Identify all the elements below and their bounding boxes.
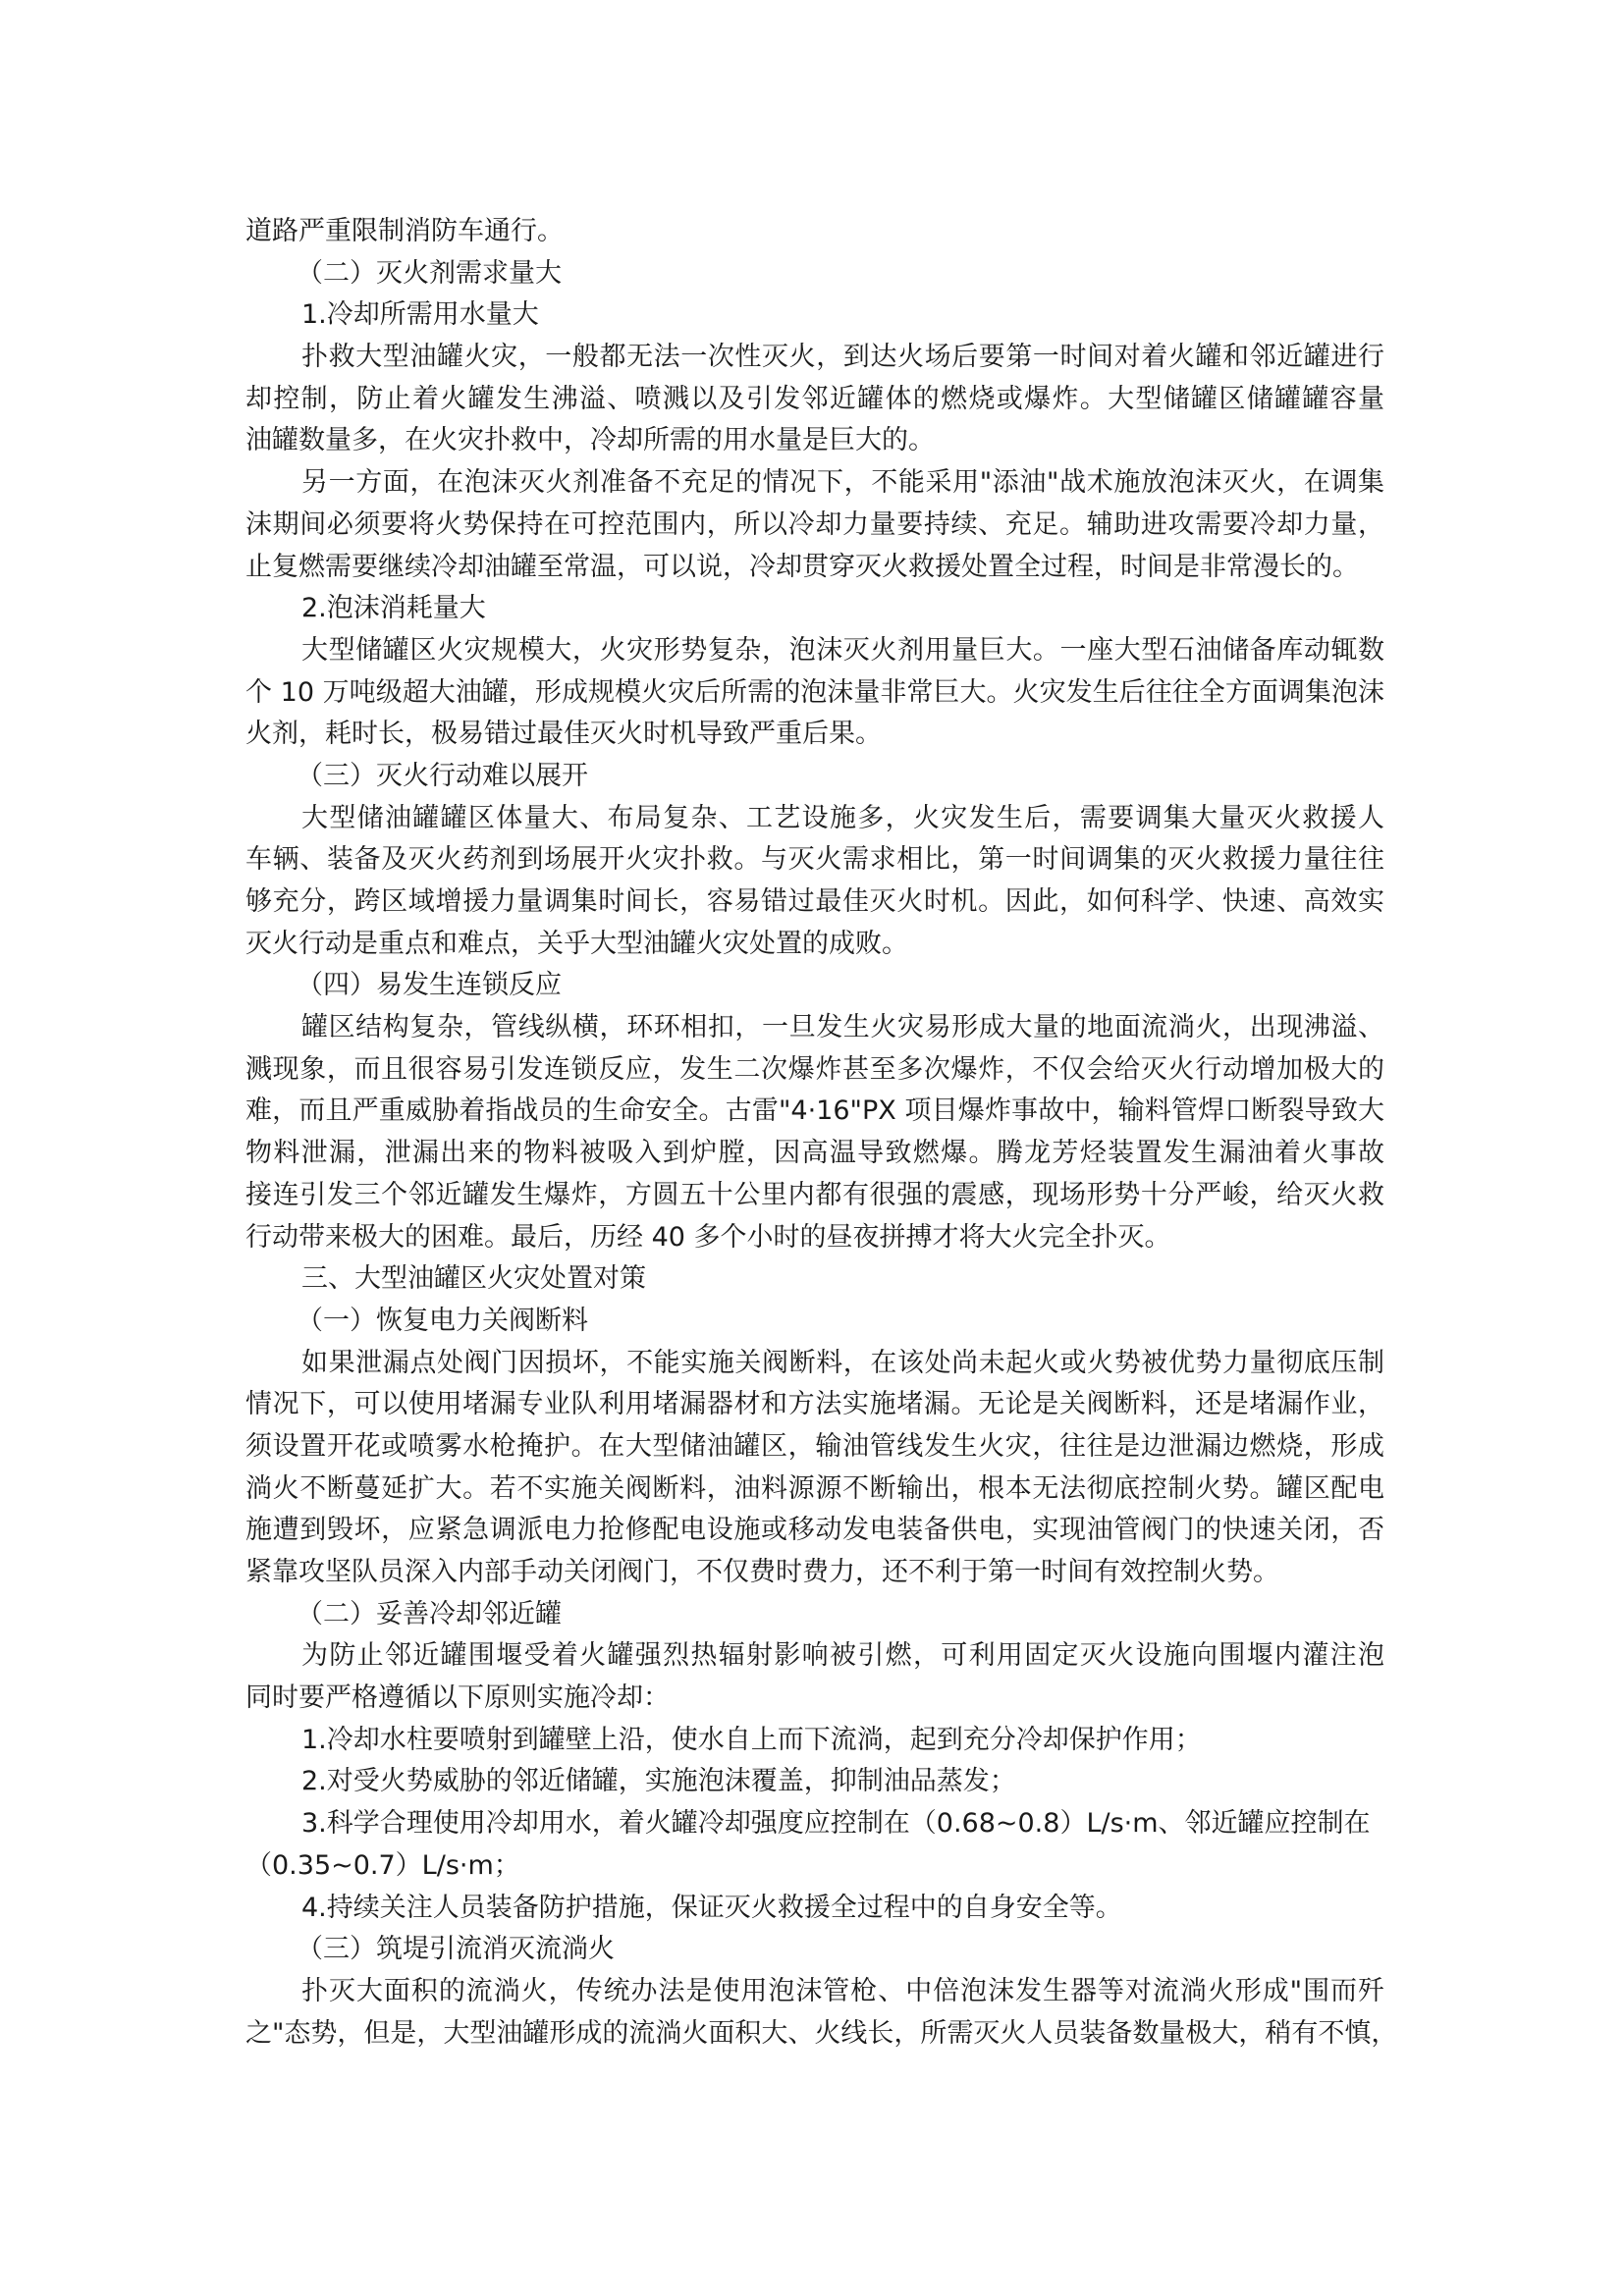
text-line: 紧靠攻坚队员深入内部手动关闭阀门，不仅费时费力，还不利于第一时间有效控制火势。 (245, 1557, 1279, 1587)
section-heading: 1.冷却所需用水量大 (301, 299, 539, 331)
section-heading: 2.泡沫消耗量大 (301, 593, 486, 624)
text-line: 罐区结构复杂，管线纵横，环环相扣，一旦发生火灾易形成大量的地面流淌火，出现沸溢、 (301, 1012, 1384, 1043)
text-line: 施遭到毁坏，应紧急调派电力抢修配电设施或移动发电装备供电，实现油管阀门的快速关闭，否 (245, 1515, 1384, 1546)
text-line: 难，而且严重威胁着指战员的生命安全。古雷"4·16"PX 项目爆炸事故中，输料管焊口断裂导致大 (245, 1095, 1384, 1127)
paragraph-section (245, 1258, 1384, 1301)
section-heading: （三）筑堤引流消灭流淌火 (297, 1934, 615, 1965)
text-line: 1.冷却水柱要喷射到罐壁上沿，使水自上而下流淌，起到充分冷却保护作用； (301, 1724, 1202, 1755)
paragraph-heading (245, 965, 1384, 1007)
text-line: 另一方面，在泡沫灭火剂准备不充足的情况下，不能采用"添油"战术施放泡沫灭火，在调集 (301, 467, 1384, 499)
text-line: 之"态势，但是，大型油罐形成的流淌火面积大、火线长，所需灭火人员装备数量极大，稍有不慎， (245, 2017, 1398, 2049)
text-line: 情况下，可以使用堵漏专业队利用堵漏器材和方法实施堵漏。无论是关阀断料，还是堵漏作业， (245, 1389, 1384, 1420)
text-line: （0.35~0.7）L/s·m； (245, 1849, 520, 1881)
paragraph-heading (245, 1301, 1384, 1343)
paragraph-list-item (245, 1761, 1384, 1803)
text-line: 淌火不断蔓延扩大。若不实施关阀断料，油料源源不断输出，根本无法彻底控制火势。罐区配电 (245, 1472, 1384, 1504)
paragraph-body-continued (245, 211, 1384, 253)
section-heading: （二）灭火剂需求量大 (297, 257, 562, 289)
paragraph-body (245, 630, 1384, 756)
paragraph-list-item (245, 1888, 1384, 1930)
text-line: 沫期间必须要将火势保持在可控范围内，所以冷却力量要持续、充足。辅助进攻需要冷却力量， (245, 508, 1384, 540)
section-heading: （一）恢复电力关阀断料 (297, 1305, 588, 1336)
text-line: 大型储油罐罐区体量大、布局复杂、工艺设施多，火灾发生后，需要调集大量灭火救援人 (301, 802, 1384, 833)
text-line: 物料泄漏，泄漏出来的物料被吸入到炉膛，因高温导致燃爆。腾龙芳烃装置发生漏油着火事故 (245, 1138, 1384, 1169)
text-line: 大型储罐区火灾规模大，火灾形势复杂，泡沫灭火剂用量巨大。一座大型石油储备库动辄数 (301, 634, 1384, 666)
text-line: 2.对受火势威胁的邻近储罐，实施泡沫覆盖，抑制油品蒸发； (301, 1766, 1016, 1797)
text-line: 够充分，跨区域增援力量调集时间长，容易错过最佳灭火时机。因此，如何科学、快速、高效实 (245, 886, 1384, 917)
text-line: 为防止邻近罐围堰受着火罐强烈热辐射影响被引燃，可利用固定灭火设施向围堰内灌注泡 (301, 1640, 1384, 1672)
document-page (245, 211, 1398, 2055)
paragraph-subheading (245, 294, 1384, 337)
text-line: 3.科学合理使用冷却用水，着火罐冷却强度应控制在（0.68~0.8）L/s·m、邻近罐应控制在 (301, 1808, 1371, 1840)
text-line: 如果泄漏点处阀门因损坏，不能实施关阀断料，在该处尚未起火或火势被优势力量彻底压制 (301, 1347, 1384, 1378)
text-line: 扑灭大面积的流淌火，传统办法是使用泡沫管枪、中倍泡沫发生器等对流淌火形成"围而歼 (301, 1975, 1384, 2006)
paragraph-heading (245, 1929, 1384, 1971)
text-line: 4.持续关注人员装备防护措施，保证灭火救援全过程中的自身安全等。 (301, 1892, 1122, 1923)
paragraph-body (245, 1635, 1384, 1719)
text-line: 火剂，耗时长，极易错过最佳灭火时机导致严重后果。 (245, 719, 882, 750)
text-line: 个 10 万吨级超大油罐，形成规模火灾后所需的泡沫量非常巨大。火灾发生后往往全方面调集泡沫 (245, 676, 1384, 708)
text-line: 扑救大型油罐火灾，一般都无法一次性灭火，到达火场后要第一时间对着火罐和邻近罐进行 (301, 342, 1384, 373)
paragraph-list-item (245, 1803, 1384, 1887)
text-line: 接连引发三个邻近罐发生爆炸，方圆五十公里内都有很强的震感，现场形势十分严峻，给灭火救 (245, 1179, 1384, 1210)
paragraph-body (245, 1971, 1398, 2055)
text-line: 溅现象，而且很容易引发连锁反应，发生二次爆炸甚至多次爆炸，不仅会给灭火行动增加极大的 (245, 1053, 1384, 1085)
paragraph-heading (245, 253, 1384, 295)
section-heading: （二）妥善冷却邻近罐 (297, 1598, 562, 1629)
text-line: 油罐数量多，在火灾扑救中，冷却所需的用水量是巨大的。 (245, 425, 935, 456)
paragraph-body (245, 337, 1384, 462)
paragraph-heading (245, 1594, 1384, 1636)
text-line: 车辆、装备及灭火药剂到场展开火灾扑救。与灭火需求相比，第一时间调集的灭火救援力量往往 (245, 844, 1384, 876)
text-line: 道路严重限制消防车通行。 (245, 216, 564, 246)
paragraph-body (245, 462, 1384, 588)
paragraph-body (245, 1343, 1384, 1594)
text-line: 灭火行动是重点和难点，关乎大型油罐火灾处置的成败。 (245, 928, 908, 959)
text-line: 却控制，防止着火罐发生沸溢、喷溅以及引发邻近罐体的燃烧或爆炸。大型储罐区储罐罐容量 (245, 383, 1384, 414)
section-heading: （三）灭火行动难以展开 (297, 760, 588, 791)
paragraph-list-item (245, 1720, 1384, 1762)
section-heading: （四）易发生连锁反应 (297, 970, 562, 1001)
paragraph-body (245, 798, 1384, 966)
text-line: 行动带来极大的困难。最后，历经 40 多个小时的昼夜拼搏才将大火完全扑灭。 (245, 1221, 1171, 1253)
text-line: 须设置开花或喷雾水枪掩护。在大型储油罐区，输油管线发生火灾，往往是边泄漏边燃烧，形成 (245, 1430, 1384, 1462)
paragraph-body (245, 1007, 1384, 1258)
text-line: 同时要严格遵循以下原则实施冷却： (245, 1682, 670, 1714)
text-line: 止复燃需要继续冷却油罐至常温，可以说，冷却贯穿灭火救援处置全过程，时间是非常漫长的。 (245, 551, 1359, 582)
paragraph-subheading (245, 588, 1384, 630)
section-heading: 三、大型油罐区火灾处置对策 (301, 1263, 646, 1295)
paragraph-heading (245, 756, 1384, 798)
